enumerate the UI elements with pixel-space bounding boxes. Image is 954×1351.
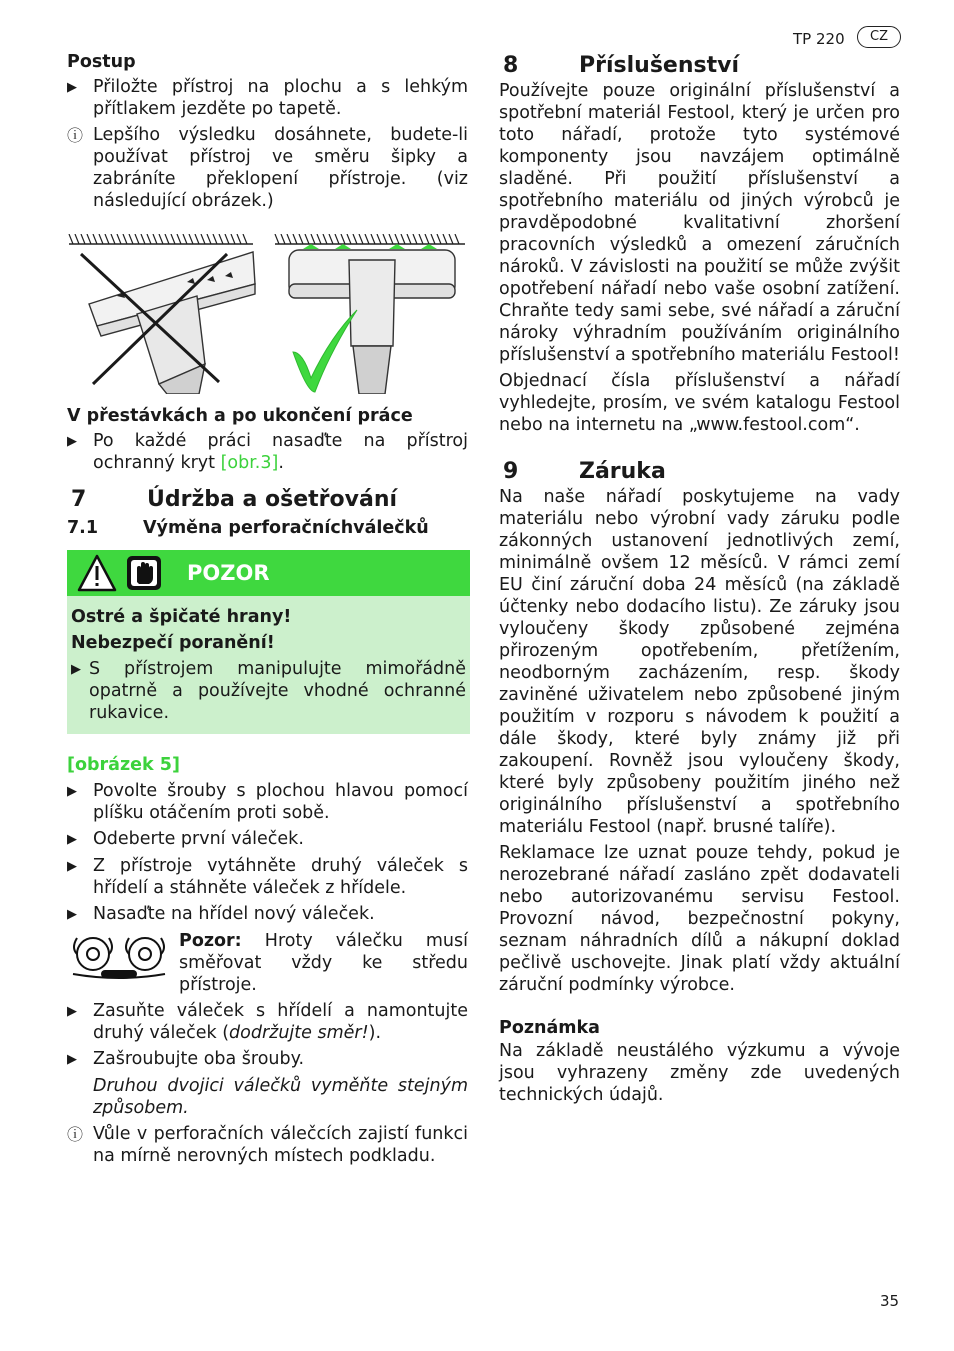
- left-column: [67, 52, 468, 1171]
- postup-info: ⓘ Lepšího výsledku dosáhnete, budete-li používat přístroj ve směru šipky a zabráníte překlopení přístroje. (viz následující obrázek.): [67, 125, 468, 211]
- warning-header: [67, 550, 470, 596]
- pause-title: V přestávkách a po ukončení práce: [67, 406, 413, 426]
- country-badge: CZ: [857, 26, 901, 48]
- step-3: ▶ Z přístroje vytáhněte druhý váleček s hřídelí a stáhněte váleček z hřídele.: [67, 856, 468, 898]
- bullet-arrow-icon: ▶: [71, 662, 81, 677]
- step-1: ▶ Povolte šrouby s plochou hlavou pomocí plíšku otáčením proti sobě.: [67, 781, 468, 823]
- bullet-arrow-icon: ▶: [67, 434, 77, 449]
- postup-title: Postup: [67, 52, 136, 72]
- section-8-heading: 8 Příslušenství: [503, 53, 739, 78]
- section-7-heading: 7 Údržba a ošetřování: [71, 487, 398, 512]
- bullet-arrow-icon: ▶: [67, 80, 77, 95]
- section-9-paragraph-1: Na naše nářadí poskytujeme na vady materiálu nebo výrobní vady záruku podle zákonných ustanovení jednotlivých zemí, minimálně ovšem 12 měsíců. V rámci zemí EU činí záruční doba 24 měsíců (na základě účtenky nebo dodacího listu). Ze záruky jsou vyloučeny škody způsobené zejména přirozeným opotřebením, přetížením, neodborným zacházením, resp. škody zaviněné uživatelem nebo způsobené jiným použitím v rozporu s návodem k použití a dále škody, které byly známy již při zakoupení. Rovněž jsou vyloučeny škody, které byly způsobeny použitím jiného než originálního příslušenství a spotřebního materiálu Festool (např. brusné talíře).: [499, 487, 900, 837]
- info-icon: ⓘ: [67, 126, 84, 145]
- glove-icon: [127, 556, 161, 590]
- warning-body: Ostré a špičaté hrany! Nebezpečí poranění! ▶ S přístrojem manipulujte mimořádně opatrně a používejte vhodné ochranné rukavice.: [67, 596, 470, 734]
- bullet-arrow-icon: ▶: [67, 859, 77, 874]
- note-title: Poznámka: [499, 1018, 600, 1038]
- figure-ref-link[interactable]: [obr.3]: [220, 453, 279, 473]
- section-8-paragraph-1: Používejte pouze originální příslušenství a spotřební materiál Festool, který je určen pro toto nářadí, protože tyto systémové komponenty jsou navzájem optimálně sladěné. Při použití příslušenství a spotřebního materiálu od jiných výrobců je pravděpodobné kvalitativní zhoršení pracovních výsledků a omezení záručních nároků. V závislosti na použití se může zvýšit opotřebení nářadí nebo vaše osobní zatížení. Chraňte tedy sami sebe, své nářadí a záruční nároky výhradním používáním originálního příslušenství a spotřebního materiálu Festool!: [499, 81, 900, 365]
- figure-5-ref: [obrázek 5]: [67, 755, 180, 775]
- check-mark-icon: [293, 310, 357, 392]
- pause-bullet: ▶ Po každé práci nasaďte na přístroj ochranný kryt [obr.3].: [67, 431, 468, 473]
- bullet-arrow-icon: ▶: [67, 1052, 77, 1067]
- section-9-heading: 9 Záruka: [503, 459, 666, 484]
- bullet-arrow-icon: ▶: [67, 832, 77, 847]
- step-6: ▶ Zašroubujte oba šrouby.: [67, 1049, 305, 1069]
- section-7-1-heading: 7.1 Výměna perforačníchválečků: [67, 518, 429, 538]
- page-number: 35: [880, 1292, 900, 1310]
- step-5: ▶ Zasuňte váleček s hřídelí a namontujte druhý váleček (dodržujte směr!).: [67, 1001, 468, 1043]
- header-model: TP 220: [793, 30, 845, 48]
- warning-label: POZOR: [187, 561, 270, 585]
- info-icon: ⓘ: [67, 1125, 84, 1144]
- warning-triangle-icon: [79, 556, 115, 590]
- usage-figure: [67, 234, 468, 394]
- note-paragraph: Na základě neustálého výzkumu a vývoje jsou vyhrazeny změny zde uvedených technických údajů.: [499, 1041, 900, 1105]
- roller-orientation-icon: [67, 930, 171, 988]
- bullet-arrow-icon: ▶: [67, 1004, 77, 1019]
- final-info: ⓘ Vůle v perforačních válečcích zajistí funkci na mírně nerovných místech podkladu.: [67, 1124, 468, 1166]
- postup-bullet: ▶ Přiložte přístroj na plochu a s lehkým přítlakem jezděte po tapetě.: [67, 77, 468, 119]
- italic-note: Druhou dvojici válečků vyměňte stejným způsobem.: [93, 1076, 468, 1118]
- step-2: ▶ Odeberte první váleček.: [67, 829, 304, 849]
- section-8-paragraph-2: Objednací čísla příslušenství a nářadí vyhledejte, prosím, ve svém katalogu Festool nebo na internetu na „www.festool.com“.: [499, 371, 900, 435]
- roller-note: Pozor: Hroty válečku musí směřovat vždy ke středu přístroje.: [67, 930, 468, 996]
- bullet-arrow-icon: ▶: [67, 907, 77, 922]
- step-4: ▶ Nasaďte na hřídel nový váleček.: [67, 904, 375, 924]
- bullet-arrow-icon: ▶: [67, 784, 77, 799]
- warning-box: [67, 550, 470, 734]
- usage-illustration: [67, 234, 468, 394]
- right-column: [499, 52, 900, 1106]
- section-9-paragraph-2: Reklamace lze uznat pouze tehdy, pokud je nerozebrané nářadí zasláno zpět dodavateli nebo autorizovanému servisu Festool. Provozní návod, bezpečnostní pokyny, seznam náhradních dílů a nákupní doklad pečlivě uschovejte. Jinak platí vždy aktuální záruční podmínky výrobce.: [499, 843, 900, 995]
